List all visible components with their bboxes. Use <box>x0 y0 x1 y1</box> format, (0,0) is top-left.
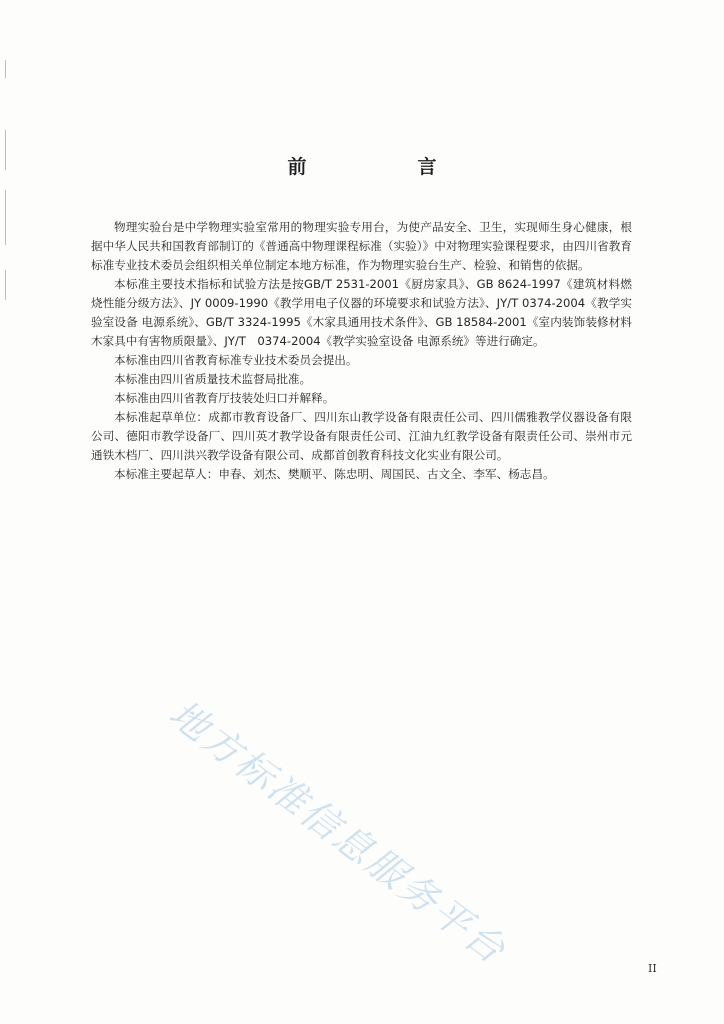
page-number: II <box>648 962 657 975</box>
scan-edge-mark <box>5 270 6 300</box>
paragraph-drafters: 本标准主要起草人：申春、刘杰、樊顺平、陈忠明、周国民、古文全、李军、杨志昌。 <box>114 467 555 481</box>
scan-edge-mark <box>5 190 6 245</box>
paragraph-proposer: 本标准由四川省教育标准专业技术委员会提出。 <box>114 353 358 367</box>
paragraph-purpose: 物理实验台是中学物理实验室常用的物理实验专用台，为使产品安全、卫生，实现师生身心健康，根据中华人民共和国教育部制订的《普通高中物理课程标准（实验）》中对物理实验课程要求，由四川省教育标准专业技术委员会组织相关单位制定本地方标准，作为物理实验台生产、检验、和销售的依据。 <box>91 220 632 272</box>
scan-edge-mark <box>5 60 6 78</box>
page-title: 前 言 <box>287 156 483 178</box>
paragraph-references: 本标准主要技术指标和试验方法是按GB/T 2531-2001《厨房家具》、GB 8624-1997《建筑材料燃烧性能分级方法》、JY 0009-1990《教学用电子仪器的环境要求和试验方法》、JY/T 0374-2004《教学实验室设备 电源系统》、GB/T 3324-1995《木家具通用技术条件》、GB 18584-2001《室内装饰装修材料木家具中有害物质限量》、JY/T 0374-2004《教学实验室设备 电源系统》等进行确定。 <box>91 277 632 348</box>
watermark: 地方标准信息服务平台 <box>161 691 516 974</box>
paragraph-approver: 本标准由四川省质量技术监督局批准。 <box>114 372 312 386</box>
paragraph-interpreter: 本标准由四川省教育厅技装处归口并解释。 <box>114 391 335 405</box>
paragraph-drafting-units: 本标准起草单位：成都市教育设备厂、四川东山教学设备有限责任公司、四川儒雅教学仪器设备有限公司、德阳市教学设备厂、四川英才教学设备有限责任公司、江油九红教学设备有限责任公司、崇州市元通铁木档厂、四川洪兴教学设备有限公司、成都首创教育科技文化实业有限公司。 <box>91 410 632 462</box>
foreword-body <box>91 218 632 484</box>
